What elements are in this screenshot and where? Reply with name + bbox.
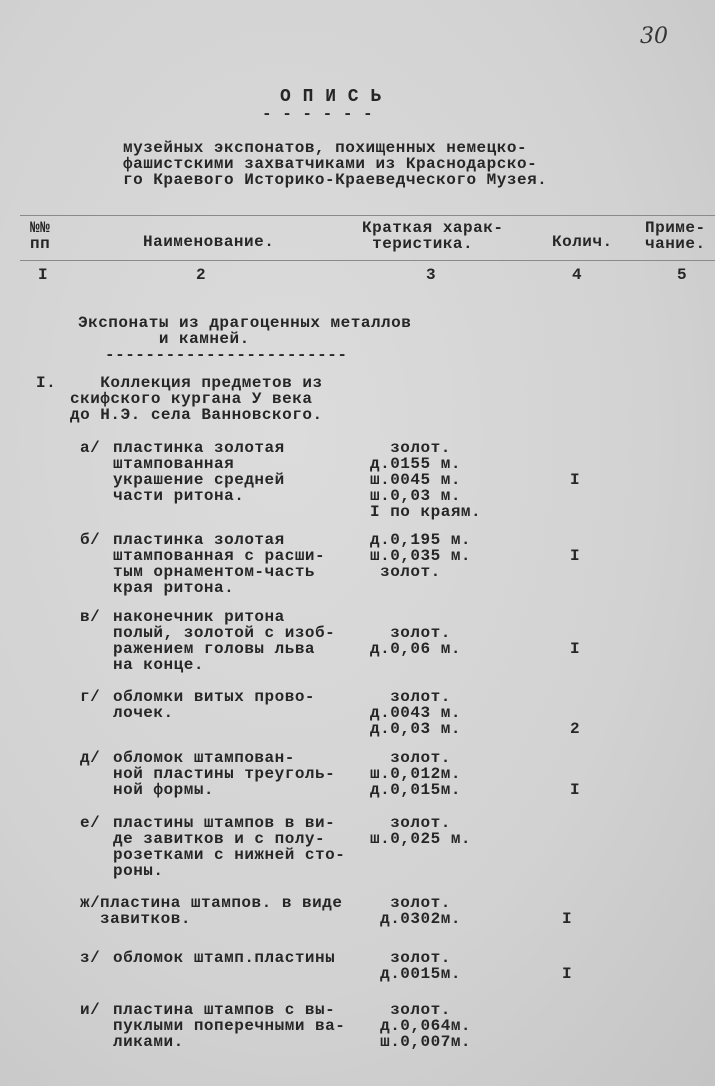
item-quantity: I [562, 965, 573, 983]
item-description: пластина штампов с вы- пуклыми поперечными ва- ликами. [113, 1001, 346, 1051]
group-title: Коллекция предметов из скифского кургана У века до Н.Э. села Ванновского. [70, 374, 323, 424]
item-description: пластина штампов. в виде завитков. [100, 894, 343, 928]
item-quantity: I [570, 547, 581, 565]
item-quantity: I [570, 781, 581, 799]
item-quantity: I [570, 471, 581, 489]
column-number: 4 [572, 266, 583, 284]
subtitle-line: музейных экспонатов, похищенных немецко- [123, 139, 528, 157]
item-letter: д/ [80, 749, 101, 767]
item-characteristic: золот. д.0,064м. ш.0,007м. [380, 1001, 472, 1051]
item-description: пластины штампов в ви- де завитков и с полу- розетками с нижней сто- роны. [113, 814, 346, 880]
item-description: обломок штамп.пластины [113, 949, 336, 967]
item-quantity: I [562, 910, 573, 928]
item-characteristic: золот. ш.0,025 м. [370, 814, 472, 848]
item-quantity: 2 [570, 720, 581, 738]
group-number: I. [36, 374, 57, 392]
item-description: обломок штампован- ной пластины треуголь- ной формы. [113, 749, 336, 799]
item-letter: б/ [80, 531, 101, 549]
item-letter: а/ [80, 439, 101, 457]
section-underline: ------------------------ [105, 346, 348, 364]
item-letter: г/ [80, 688, 101, 706]
header-note: Приме- чание. [645, 219, 706, 253]
column-number: I [38, 266, 49, 284]
item-characteristic: д.0,195 м. ш.0,035 м. золот. [370, 531, 472, 581]
item-letter: в/ [80, 608, 101, 626]
section-heading: Экспонаты из драгоценных металлов и камней. [78, 314, 412, 348]
item-letter: з/ [80, 949, 101, 967]
table-header-rule [20, 260, 715, 261]
item-letter: ж/ [80, 894, 101, 912]
header-quantity: Колич. [552, 233, 613, 251]
item-characteristic: золот. ш.0,012м. д.0,015м. [370, 749, 461, 799]
document-title: О П И С Ь [280, 87, 382, 107]
item-characteristic: золот. д.0,06 м. [370, 624, 461, 658]
column-number: 3 [426, 266, 437, 284]
subtitle-line: го Краевого Историко-Краеведческого Музея. [123, 171, 548, 189]
header-characteristic: Краткая харак- теристика. [362, 219, 504, 253]
title-underline: - - - - - - [262, 105, 374, 123]
item-characteristic: золот. д.0302м. [380, 894, 461, 928]
table-top-rule [20, 215, 715, 216]
item-characteristic: золот. д.0015м. [380, 949, 461, 983]
subtitle-line: фашистскими захватчиками из Краснодарско- [123, 155, 538, 173]
column-number: 2 [196, 266, 207, 284]
column-number: 5 [677, 266, 688, 284]
item-quantity: I [570, 640, 581, 658]
header-num: №№ пп [30, 219, 51, 253]
item-description: наконечник ритона полый, золотой с изоб- ражением головы льва на конце. [113, 608, 336, 674]
item-characteristic: золот. д.0155 м. ш.0045 м. ш.0,03 м. I по краям. [370, 439, 482, 521]
page-number-handwritten: 30 [640, 24, 668, 49]
header-name: Наименование. [143, 233, 275, 251]
item-letter: и/ [80, 1001, 101, 1019]
item-description: пластинка золотая штампованная украшение средней части ритона. [113, 439, 285, 505]
item-description: пластинка золотая штампованная с расши- тым орнаментом-часть края ритона. [113, 531, 326, 597]
item-description: обломки витых прово- лочек. [113, 688, 316, 722]
item-characteristic: золот. д.0043 м. д.0,03 м. [370, 688, 461, 738]
item-letter: е/ [80, 814, 101, 832]
